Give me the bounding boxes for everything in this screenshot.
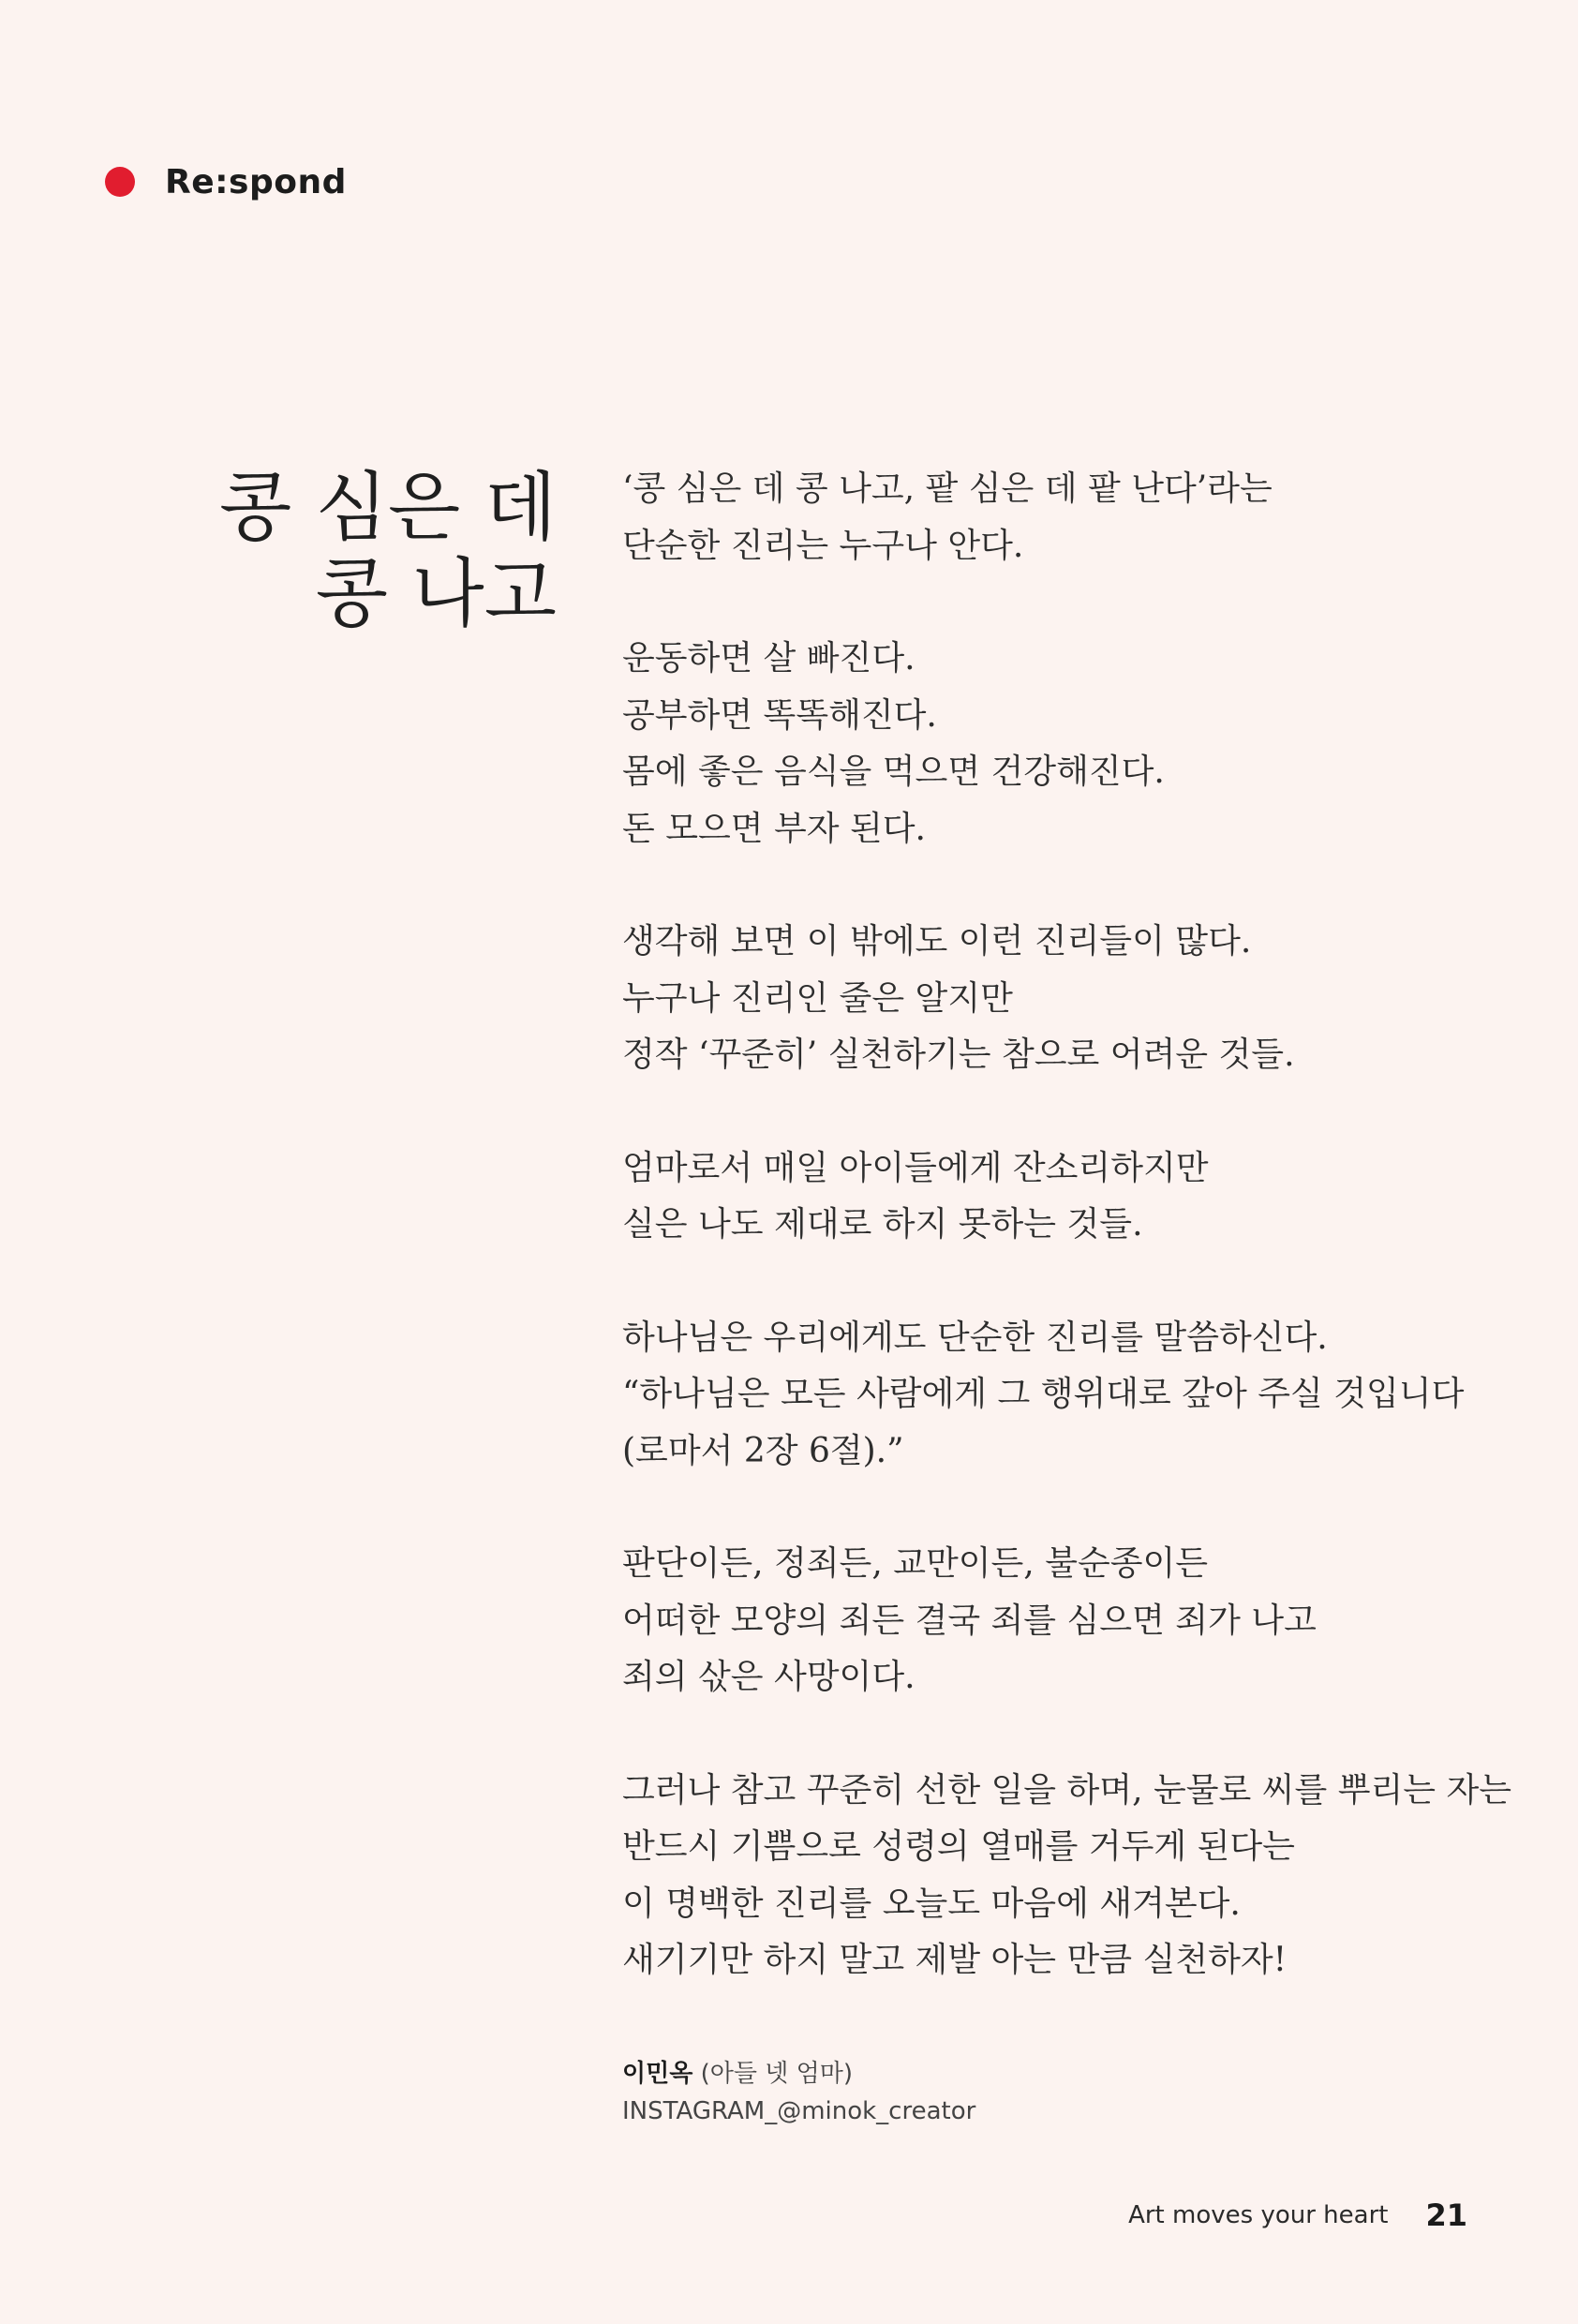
body-line: 죄의 삯은 사망이다. [622, 1658, 916, 1696]
body-line: 엄마로서 매일 아이들에게 잔소리하지만 [622, 1148, 1209, 1187]
body-paragraph [622, 631, 1466, 857]
footer-slogan: Art moves your heart [1128, 2201, 1389, 2229]
section-dot-icon [105, 167, 135, 197]
body-line: 단순한 진리는 누구나 안다. [622, 526, 1024, 565]
section-tag [105, 163, 347, 201]
body-line: 누구나 진리인 줄은 알지만 [622, 978, 1013, 1018]
article-title [219, 465, 557, 637]
author-line [622, 2055, 975, 2093]
body-paragraph [622, 914, 1466, 1084]
title-line-1: 콩 심은 데 [219, 464, 557, 551]
body-line: ‘콩 심은 데 콩 나고, 팥 심은 데 팥 난다’라는 [622, 469, 1273, 508]
title-line-2: 콩 나고 [315, 550, 557, 637]
body-line: 실은 나도 제대로 하지 못하는 것들. [622, 1205, 1143, 1244]
body-line: “하나님은 모든 사람에게 그 행위대로 갚아 주실 것입니다 [622, 1375, 1465, 1413]
body-line: 새기기만 하지 말고 제발 아는 만큼 실천하자! [622, 1941, 1288, 1979]
body-paragraph [622, 1310, 1466, 1481]
body-line: 돈 모으면 부자 된다. [622, 809, 926, 848]
body-line: 공부하면 똑똑해진다. [622, 695, 937, 735]
section-label: Re:spond [165, 162, 347, 201]
body-paragraph [622, 461, 1466, 574]
page-footer [1128, 2197, 1467, 2234]
body-line: 판단이든, 정죄든, 교만이든, 불순종이든 [622, 1544, 1209, 1583]
author-instagram: INSTAGRAM_@minok_creator [622, 2097, 976, 2125]
body-line: 운동하면 살 빠진다. [622, 639, 916, 678]
body-line: 어떠한 모양의 죄든 결국 죄를 심으면 죄가 나고 [622, 1601, 1317, 1640]
body-line: 하나님은 우리에게도 단순한 진리를 말씀하신다. [622, 1318, 1328, 1357]
body-paragraph [622, 1140, 1466, 1254]
body-line: (로마서 2장 6절).” [622, 1431, 904, 1470]
article-body [622, 461, 1512, 1989]
body-line: 생각해 보면 이 밖에도 이런 진리들이 많다. [622, 922, 1252, 961]
body-paragraph [622, 1763, 1512, 1989]
body-line: 그러나 참고 꾸준히 선한 일을 하며, 눈물로 씨를 뿌리는 자는 [622, 1770, 1512, 1810]
author-role: (아들 넷 엄마) [700, 2060, 854, 2088]
page-number: 21 [1425, 2197, 1467, 2233]
author-name: 이민옥 [622, 2060, 693, 2088]
body-line: 몸에 좋은 음식을 먹으면 건강해진다. [622, 752, 1165, 791]
author-block [622, 2055, 975, 2130]
body-line: 이 명백한 진리를 오늘도 마음에 새겨본다. [622, 1884, 1241, 1923]
body-line: 반드시 기쁨으로 성령의 열매를 거두게 된다는 [622, 1827, 1295, 1866]
body-line: 정작 ‘꾸준히’ 실천하기는 참으로 어려운 것들. [622, 1035, 1295, 1074]
body-paragraph [622, 1536, 1466, 1706]
